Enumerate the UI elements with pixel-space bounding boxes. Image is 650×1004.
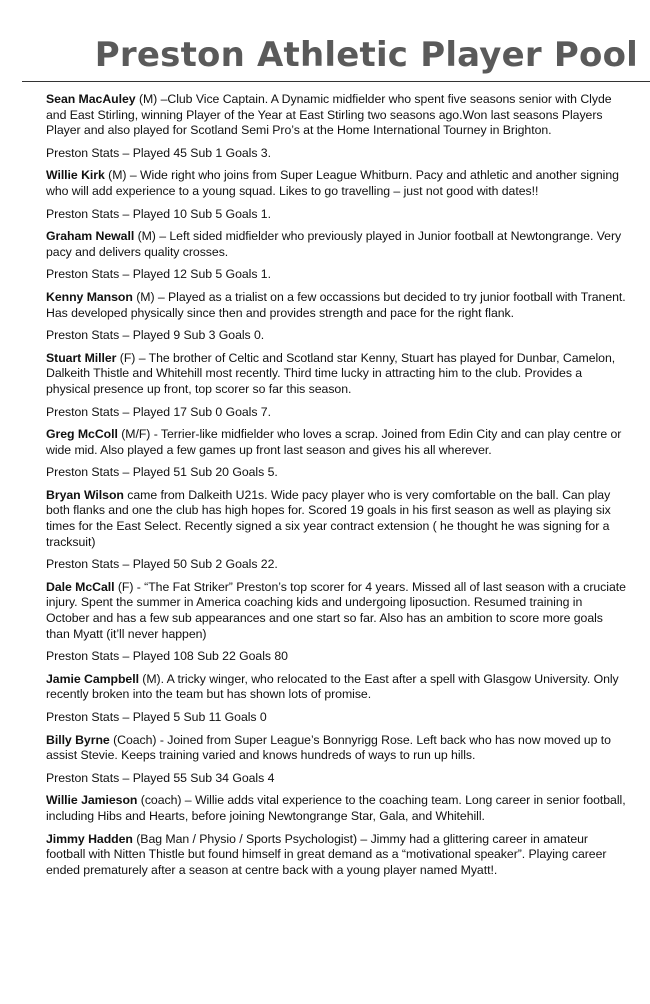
player-entry [46,92,629,161]
player-bio [46,427,629,458]
player-name: Stuart Miller [46,350,117,365]
player-stats: Preston Stats – Played 10 Sub 5 Goals 1. [46,206,271,221]
player-entry [46,793,629,824]
player-entry [46,229,629,283]
player-description: (M) – Played as a trialist on a few occassions but decided to try junior football with Tranent. Has developed physically since then and provides strength and pace for the right flank. [46,289,626,320]
player-bio [46,229,629,260]
player-stats: Preston Stats – Played 9 Sub 3 Goals 0. [46,328,265,343]
player-stats: Preston Stats – Played 50 Sub 2 Goals 22. [46,557,278,572]
player-name: Kenny Manson [46,289,133,304]
player-name: Dale McCall [46,579,115,594]
player-name: Greg McColl [46,427,118,442]
player-description: (Coach) - Joined from Super League’s Bonnyrigg Rose. Left back who has now moved up to assist Stevie. Keeps training varied and knows hundreds of ways to run up hills. [46,732,611,763]
player-name: Bryan Wilson [46,487,124,502]
player-stats: Preston Stats – Played 55 Sub 34 Goals 4 [46,770,275,785]
player-description: (M). A tricky winger, who relocated to the East after a spell with Glasgow University. Only recently broken into the team but has shown lots of promise. [46,671,619,702]
player-bio [46,733,629,764]
player-bio [46,351,629,398]
player-entry [46,832,629,879]
player-stats: Preston Stats – Played 45 Sub 1 Goals 3. [46,145,271,160]
player-bio [46,92,629,139]
player-stats: Preston Stats – Played 12 Sub 5 Goals 1. [46,267,271,282]
player-bio [46,168,629,199]
player-description: came from Dalkeith U21s. Wide pacy player who is very comfortable on the ball. Can play both flanks and one the club has high hopes for. Scored 19 goals in his first season as well as playing six times for the East Select. Recently signed a six year contract extension ( he thought he was signing for a tracksuit) [46,487,611,549]
player-name: Billy Byrne [46,732,110,747]
player-description: (M) – Left sided midfielder who previously played in Junior football at Newtongrange. Very pacy and delivers quality crosses. [46,229,622,259]
player-description: (M) – Wide right who joins from Super League Whitburn. Pacy and athletic and another signing who will add experience to a young squad. Likes to go travelling – just not good with dates!! [46,168,619,198]
player-entry [46,580,629,665]
player-stats: Preston Stats – Played 51 Sub 20 Goals 5. [46,465,278,480]
player-description: (Bag Man / Physio / Sports Psychologist) – Jimmy had a glittering career in amateur football with Nitten Thistle but found himself in great demand as a “motivational speaker”. Playing career ended prematurely after a season at centre back with a young player named Myatt!. [46,831,607,877]
title-rule [22,81,650,82]
player-name: Sean MacAuley [46,92,136,106]
player-description: (coach) – Willie adds vital experience to the coaching team. Long career in senior football, including Hibs and Hearts, before joining Newtongrange Star, Gala, and Whitehill. [46,793,626,823]
player-name: Willie Kirk [46,168,105,183]
player-name: Jimmy Hadden [46,831,133,846]
player-description: (F) - “The Fat Striker” Preston’s top scorer for 4 years. Missed all of last season with a cruciate injury. Spent the summer in America coaching kids and undergoing liposuction. Resumed training in October and has a few sub appearances and one start so far. Also has an ambition to score more goals than Myatt (it’ll never happen) [46,579,626,641]
player-entry [46,290,629,344]
player-description: (F) – The brother of Celtic and Scotland star Kenny, Stuart has played for Dunbar, Camelon, Dalkeith Thistle and Whitehill most recently. Third time lucky in attracting him to the club. Provides a physical presence up front, top scorer so far this season. [46,350,616,396]
player-entry [46,168,629,222]
player-name: Graham Newall [46,229,135,244]
player-entry [46,672,629,726]
player-stats: Preston Stats – Played 17 Sub 0 Goals 7. [46,404,271,419]
player-entry [46,351,629,420]
player-bio [46,672,629,703]
player-entry [46,488,629,573]
player-stats: Preston Stats – Played 5 Sub 11 Goals 0 [46,710,267,724]
player-bio [46,580,629,642]
player-bio [46,290,629,321]
player-description: (M/F) - Terrier-like midfielder who loves a scrap. Joined from Edin City and can play centre or wide mid. Also played a few games up front last season and gives his all wherever. [46,427,622,457]
player-list [46,92,629,885]
player-bio [46,832,629,879]
player-description: (M) –Club Vice Captain. A Dynamic midfielder who spent five seasons senior with Clyde and East Stirling, winning Player of the Year at East Stirling two seasons ago.Won last seasons Players Player and also played for Scotland Semi Pro’s at the Home International Tourney in Brighton. [46,92,612,138]
page-title: Preston Athletic Player Pool [94,35,638,75]
player-name: Willie Jamieson [46,793,138,808]
player-entry [46,733,629,787]
player-entry [46,427,629,481]
player-stats: Preston Stats – Played 108 Sub 22 Goals 80 [46,649,288,664]
player-bio [46,488,629,550]
player-name: Jamie Campbell [46,671,139,686]
player-bio [46,793,629,824]
